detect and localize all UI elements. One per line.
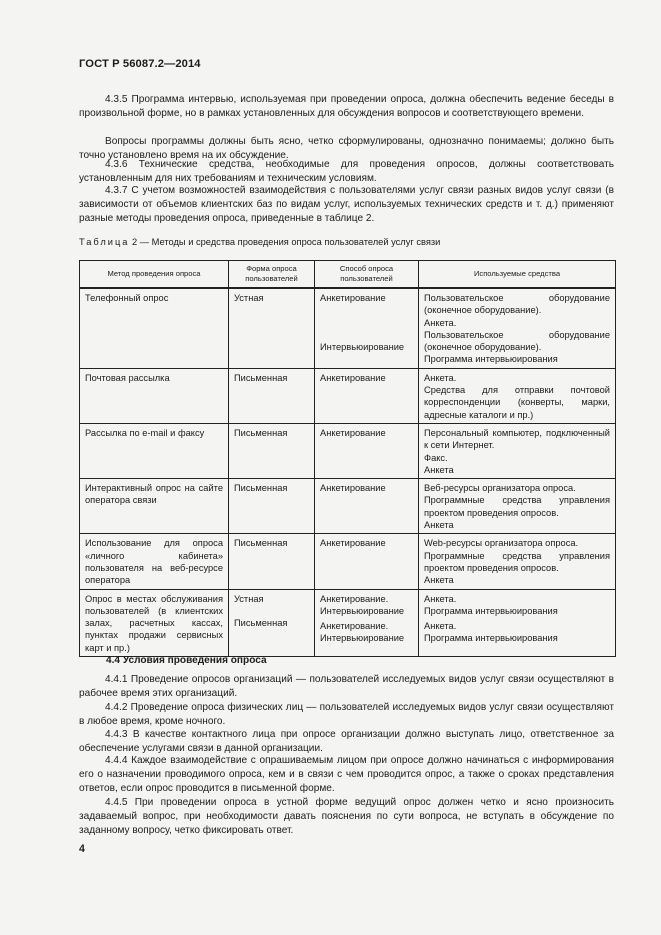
paragraph-4-3-6: 4.3.6 Технические средства, необходимые для проведения опросов, должны соответствовать установленным для них требованиям и техническим условиям. (79, 159, 614, 185)
paragraph-4-4-2: 4.4.2 Проведение опроса физических лиц — пользователей исследуемых видов услуг связи осуществляют в любое время, кроме ночного. (79, 702, 614, 728)
paragraph-4-4-5: 4.4.5 При проведении опроса в устной форме ведущий опрос должен четко и ясно произносить задаваемый вопрос, при необходимости давать пояснения по сути вопроса, не вступать в обсуждение по заданному вопросу, четко фиксировать ответ. (79, 797, 614, 837)
cell-way: Анкетирование (315, 534, 419, 589)
table-caption: Таблица 2 — Методы и средства проведения опроса пользователей услуг связи (79, 237, 441, 247)
cell-form: Письменная (229, 534, 315, 589)
table-row (80, 534, 616, 589)
cell-method: Использование для опроса «личного кабинета» пользователя на веб-ресурсе оператора (80, 534, 229, 589)
cell-means: Пользовательское оборудование (оконечное оборудование). Анкета. Пользовательское оборудование (оконечное оборудование). Программа интервьюирования (419, 288, 616, 368)
page-number: 4 (79, 843, 85, 855)
paragraph-4-3-5-cont: Вопросы программы должны быть ясно, четко сформулированы, однозначно понимаемы; должно быть точно установлено время на их обсуждение. (79, 136, 614, 162)
paragraph-4-4-4: 4.4.4 Каждое взаимодействие с опрашиваемым лицом при опросе должно начинаться с информирования его о назначении проводимого опроса, кем и в связи с чем проводится опрос, а также о сроках представления ответов, если опрос проводится в письменной форме. (79, 755, 614, 795)
cell-method: Рассылка по e-mail и факсу (80, 423, 229, 478)
paragraph-4-4-3: 4.4.3 В качестве контактного лица при опросе организации должно выступать лицо, ответственное за обеспечение услугами связи в данной организации. (79, 729, 614, 755)
cell-way: Анкетирование (315, 423, 419, 478)
cell-method: Почтовая рассылка (80, 368, 229, 423)
table-row (80, 423, 616, 478)
cell-means: Веб-ресурсы организатора опроса. Программные средства управления проектом проведения опросов. Анкета (419, 479, 616, 534)
cell-means: Анкета. Средства для отправки почтовой корреспонденции (конверты, марки, адресные каталоги и пр.) (419, 368, 616, 423)
cell-method: Опрос в местах обслуживания пользователей (в клиентских залах, расчетных кассах, пунктах продажи сервисных карт и пр.) (80, 589, 229, 656)
cell-form: Письменная (229, 479, 315, 534)
paragraph-4-3-7: 4.3.7 С учетом возможностей взаимодействия с пользователями услуг связи разных видов услуг связи (в зависимости от объемов клиентских баз по видам услуг, используемых технических средств и т. д.) применяют разные методы проведения опроса, приведенные в таблице 2. (79, 185, 614, 225)
cell-way: Анкетирование (315, 368, 419, 423)
table-row (80, 479, 616, 534)
section-title: 4.4 Условия проведения опроса (106, 655, 267, 666)
table-header-row (80, 261, 616, 289)
cell-means: Персональный компьютер, подключенный к сети Интернет. Факс. Анкета (419, 423, 616, 478)
cell-means: Анкета. Программа интервьюирования Анкета. Программа интервьюирования (419, 589, 616, 656)
cell-form: Устная Письменная (229, 589, 315, 656)
cell-way: Анкетирование. Интервьюирование Анкетирование. Интервьюирование (315, 589, 419, 656)
cell-form: Письменная (229, 368, 315, 423)
methods-table (79, 260, 616, 657)
table-row (80, 589, 616, 656)
cell-way: Анкетирование (315, 479, 419, 534)
cell-form: Устная (229, 288, 315, 368)
paragraph-4-4-1: 4.4.1 Проведение опросов организаций — пользователей исследуемых видов услуг связи осуществляют в рабочее время этих организаций. (79, 674, 614, 700)
cell-method: Телефонный опрос (80, 288, 229, 368)
table-row (80, 368, 616, 423)
column-header-means: Используемые средства (419, 261, 616, 289)
cell-method: Интерактивный опрос на сайте оператора связи (80, 479, 229, 534)
column-header-form: Форма опроса пользователей (229, 261, 315, 289)
column-header-method: Метод проведения опроса (80, 261, 229, 289)
document-code: ГОСТ Р 56087.2—2014 (79, 58, 201, 70)
cell-form: Письменная (229, 423, 315, 478)
cell-way: Анкетирование Интервьюирование (315, 288, 419, 368)
table-row (80, 288, 616, 368)
paragraph-4-3-5: 4.3.5 Программа интервью, используемая при проведении опроса, должна обеспечить ведение беседы в произвольной форме, но в рамках установленных для обсуждения вопросов и соответствующего времени. (79, 94, 614, 120)
column-header-way: Способ опроса пользователей (315, 261, 419, 289)
cell-means: Web-ресурсы организатора опроса. Программные средства управления проектом проведения опросов. Анкета (419, 534, 616, 589)
